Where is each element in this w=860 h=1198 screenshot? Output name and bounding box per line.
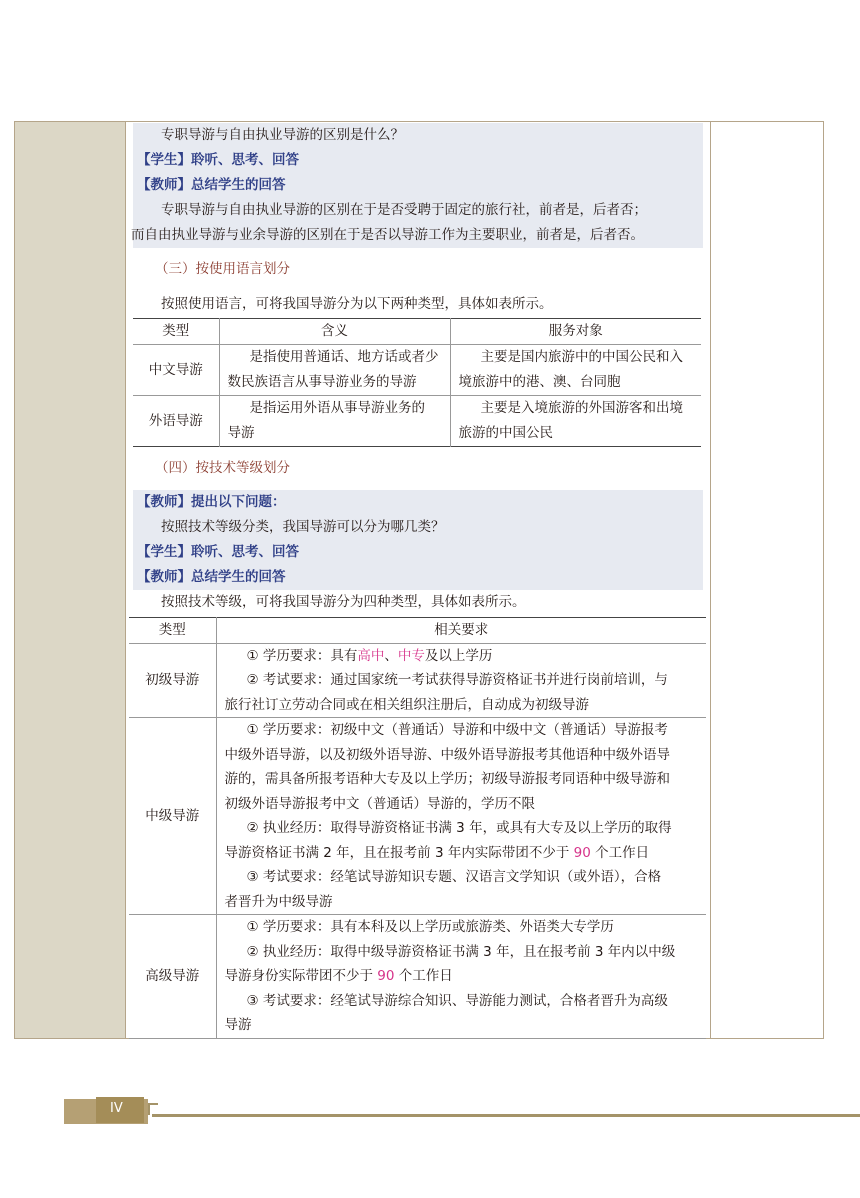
teacher-summary-label: 【教师】总结学生的回答 bbox=[137, 569, 286, 585]
technical-level-table bbox=[129, 617, 706, 1039]
question-text: 专职导游与自由执业导游的区别是什么？ bbox=[161, 127, 404, 143]
meaning-line: 是指运用外语从事导游业务的 bbox=[249, 400, 425, 416]
meaning-line: 数民族语言从事导游业务的导游 bbox=[227, 374, 417, 390]
requirement-line: 游的，需具备所报考语种大专及以上学历；初级导游报考同语种中级导游和 bbox=[224, 771, 670, 787]
requirement-line bbox=[225, 841, 703, 866]
target-line: 主要是入境旅游的外国游客和出境 bbox=[480, 400, 683, 416]
answer-line-2: 而自由执业导游与业余导游的区别在于是否以导游工作为主要职业，前者是，后者否。 bbox=[131, 227, 644, 243]
section-heading-language: （三）按使用语言划分 bbox=[155, 261, 290, 277]
teacher-question-label: 【教师】提出以下问题： bbox=[137, 494, 286, 510]
requirement-line: ③ 考试要求：经笔试导游综合知识、导游能力测试，合格者晋升为高级 bbox=[246, 992, 668, 1009]
requirement-line: 初级外语导游报考中文（普通话）导游的，学历不限 bbox=[224, 795, 535, 812]
highlight-text: 中专 bbox=[397, 647, 425, 664]
row-requirements bbox=[216, 643, 706, 718]
header-type: 类型 bbox=[133, 319, 219, 345]
requirement-text: 导游身份实际带团不少于 bbox=[224, 968, 378, 984]
requirement-line: ① 学历要求：初级中文（普通话）导游和中级中文（普通话）导游报考 bbox=[246, 722, 668, 738]
section-intro-language: 按照使用语言，可将我国导游分为以下两种类型，具体如表所示。 bbox=[161, 296, 553, 312]
requirement-text: 及以上学历 bbox=[424, 647, 493, 664]
section-intro-level: 按照技术等级，可将我国导游分为四种类型，具体如表所示。 bbox=[161, 594, 526, 610]
requirement-line bbox=[225, 964, 703, 989]
lesson-content bbox=[133, 123, 707, 317]
table-header-row bbox=[129, 618, 706, 644]
section-heading-level: （四）按技术等级划分 bbox=[155, 460, 290, 476]
table-row bbox=[133, 345, 701, 396]
language-type-table bbox=[133, 318, 701, 447]
header-type: 类型 bbox=[129, 618, 216, 644]
requirement-line: ② 执业经历：取得导游资格证书满 3 年，或具有大专及以上学历的取得 bbox=[246, 820, 672, 836]
requirement-text: 个工作日 bbox=[394, 968, 453, 984]
row-requirements bbox=[216, 718, 706, 915]
answer-line-1: 专职导游与自由执业导游的区别在于是否受聘于固定的旅行社，前者是，后者否； bbox=[161, 202, 647, 218]
meaning-line: 导游 bbox=[227, 425, 255, 441]
student-label: 【学生】聆听、思考、回答 bbox=[137, 152, 299, 168]
row-target bbox=[450, 396, 701, 447]
row-meaning bbox=[219, 345, 450, 396]
row-target bbox=[450, 345, 701, 396]
requirement-line bbox=[225, 644, 703, 669]
requirement-text: 导游资格证书满 2 年，且在报考前 3 年内实际带团不少于 bbox=[224, 844, 574, 861]
requirement-text: ① 学历要求：具有 bbox=[246, 647, 358, 664]
table-row bbox=[129, 718, 706, 915]
requirement-line: 导游 bbox=[224, 1017, 252, 1033]
footer-rule bbox=[152, 1114, 860, 1117]
requirement-line: ① 学历要求：具有本科及以上学历或旅游类、外语类大专学历 bbox=[246, 919, 614, 935]
requirement-line: ③ 考试要求：经笔试导游知识专题、汉语言文学知识（或外语），合格 bbox=[246, 869, 662, 885]
requirement-line: 中级外语导游，以及初级外语导游、中级外语导游报考其他语种中级外语导 bbox=[224, 746, 670, 763]
requirement-text: 个工作日 bbox=[590, 844, 650, 861]
row-type: 高级导游 bbox=[129, 915, 216, 1039]
table-row bbox=[133, 396, 701, 447]
page-number: IV bbox=[110, 1101, 123, 1116]
highlight-text: 90 bbox=[377, 968, 395, 984]
highlight-text: 高中 bbox=[357, 647, 385, 664]
section-four bbox=[133, 456, 707, 615]
table-header-row bbox=[133, 319, 701, 345]
divider-right bbox=[710, 122, 711, 1038]
header-meaning: 含义 bbox=[219, 319, 450, 345]
requirement-text: 、 bbox=[384, 647, 398, 664]
discussion-block-a bbox=[133, 123, 703, 248]
header-target: 服务对象 bbox=[450, 319, 701, 345]
target-line: 境旅游中的港、澳、台同胞 bbox=[458, 374, 621, 390]
requirement-line: 者晋升为中级导游 bbox=[224, 893, 333, 910]
row-requirements bbox=[216, 915, 706, 1039]
highlight-text: 90 bbox=[573, 844, 591, 861]
divider-left bbox=[125, 122, 126, 1038]
row-meaning bbox=[219, 396, 450, 447]
target-line: 旅游的中国公民 bbox=[458, 425, 553, 441]
table-row bbox=[129, 643, 706, 718]
meaning-line: 是指使用普通话、地方话或者少 bbox=[249, 349, 439, 365]
row-type: 初级导游 bbox=[129, 643, 216, 718]
row-type: 中级导游 bbox=[129, 718, 216, 915]
header-requirements: 相关要求 bbox=[216, 618, 706, 644]
requirement-line: ② 执业经历：取得中级导游资格证书满 3 年，且在报考前 3 年内以中级 bbox=[246, 943, 676, 960]
row-type: 外语导游 bbox=[133, 396, 219, 447]
discussion-block-b bbox=[133, 490, 703, 590]
requirement-line: ② 考试要求：通过国家统一考试获得导游资格证书并进行岗前培训，与 bbox=[246, 672, 668, 688]
target-line: 主要是国内旅游中的中国公民和入 bbox=[480, 349, 683, 365]
question-text: 按照技术等级分类，我国导游可以分为哪几类？ bbox=[161, 519, 445, 535]
student-label: 【学生】聆听、思考、回答 bbox=[137, 544, 299, 560]
row-type: 中文导游 bbox=[133, 345, 219, 396]
table-row bbox=[129, 915, 706, 1039]
teacher-summary-label: 【教师】总结学生的回答 bbox=[137, 177, 286, 193]
requirement-line: 旅行社订立劳动合同或在相关组织注册后，自动成为初级导游 bbox=[224, 696, 589, 713]
